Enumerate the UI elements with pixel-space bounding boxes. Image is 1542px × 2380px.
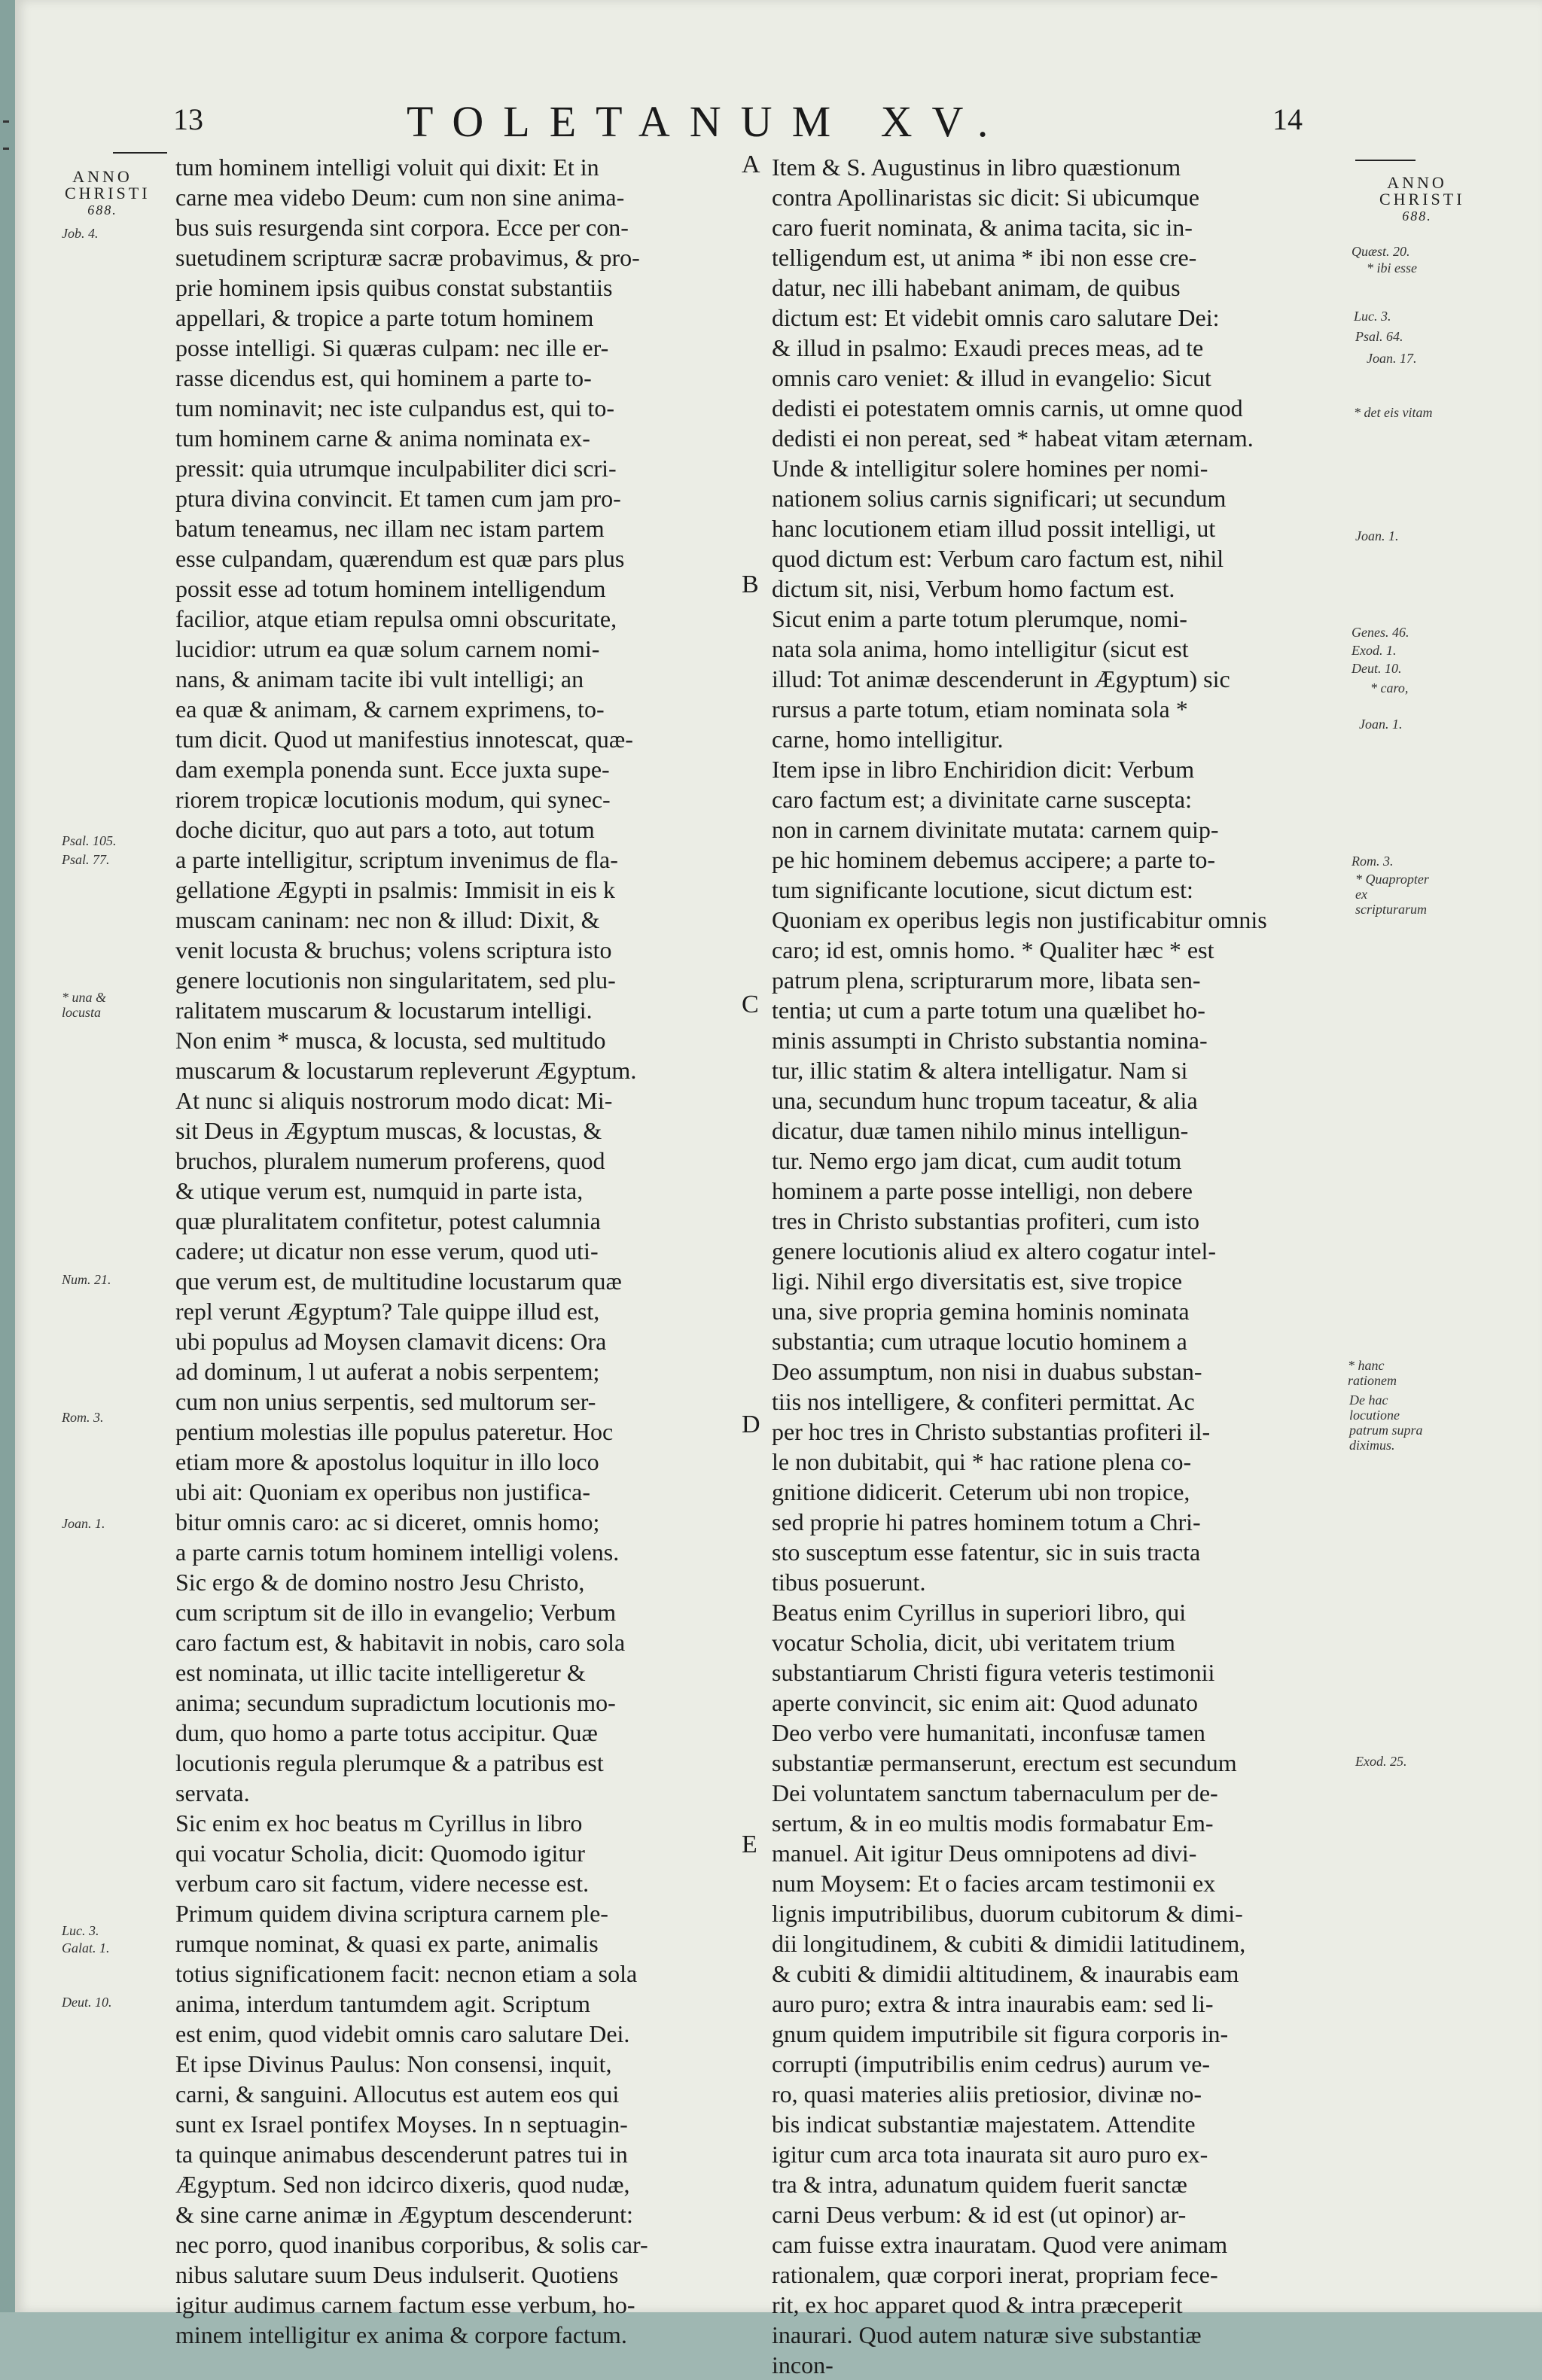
- margin-note: Job. 4.: [62, 226, 99, 241]
- text-line: dam exempla ponenda sunt. Ecce juxta supe-: [175, 756, 610, 783]
- text-line: vocatur Scholia, dicit, ubi veritatem trium: [772, 1629, 1175, 1656]
- text-line: est enim, quod videbit omnis caro salutare Dei.: [175, 2020, 630, 2047]
- text-line: genere locutionis aliud ex altero cogatur intel-: [772, 1237, 1216, 1265]
- text-line: cum non unius serpentis, sed multorum ser-: [175, 1388, 596, 1415]
- text-line: dictum sit, nisi, Verbum homo factum est.: [772, 575, 1175, 602]
- book-page: [15, 0, 1542, 2378]
- text-line: patrum plena, scripturarum more, libata sen-: [772, 966, 1201, 994]
- text-line: incon-: [772, 2351, 833, 2378]
- text-line: Ægyptum. Sed non idcirco dixeris, quod nudæ,: [175, 2171, 630, 2198]
- text-line: nec porro, quod inanibus corporibus, & solis car-: [175, 2231, 648, 2258]
- text-line: Et ipse Divinus Paulus: Non consensi, inquit,: [175, 2050, 612, 2077]
- anno-year: 688.: [1402, 208, 1432, 224]
- text-line: pressit: quia utrumque inculpabiliter dici scri-: [175, 455, 617, 482]
- text-line: carni Deus verbum: & id est (ut opinor) ar-: [772, 2201, 1187, 2228]
- text-line: igitur cum arca tota inaurata sit auro puro ex-: [772, 2141, 1208, 2168]
- text-line: sto susceptum esse fatentur, sic in suis tracta: [772, 1538, 1201, 1566]
- text-line: tum dicit. Quod ut manifestius innotescat, quæ-: [175, 726, 633, 753]
- text-line: rursus a parte totum, etiam nominata sola *: [772, 695, 1188, 723]
- text-line: tur. Nemo ergo jam dicat, cum audit totum: [772, 1147, 1182, 1174]
- section-letter: B: [742, 571, 759, 598]
- text-line: ea quæ & animam, & carnem exprimens, to-: [175, 695, 605, 723]
- text-line: rasse dicendus est, qui hominem a parte to-: [175, 364, 592, 391]
- text-line: ta quinque animabus descenderunt patres tui in: [175, 2141, 628, 2168]
- margin-note: * una & locusta: [62, 990, 107, 1020]
- text-line: carne, homo intelligitur.: [772, 726, 1004, 753]
- text-line: bis indicat substantiæ majestatem. Attendite: [772, 2111, 1196, 2138]
- text-line: dedisti ei non pereat, sed * habeat vitam æternam.: [772, 425, 1254, 452]
- text-line: Quoniam ex operibus legis non justificabitur omnis: [772, 906, 1267, 933]
- text-line: pentium molestias ille populus pateretur. Hoc: [175, 1418, 614, 1445]
- text-line: tum hominem intelligi voluit qui dixit: Et in: [175, 154, 599, 181]
- text-line: ubi ait: Quoniam ex operibus non justifica-: [175, 1478, 590, 1505]
- text-line: telligendum est, ut anima * ibi non esse cre-: [772, 244, 1197, 271]
- christi-label: CHRISTI: [65, 184, 151, 202]
- text-line: est nominata, ut illic tacite intelligeretur &: [175, 1659, 586, 1686]
- text-line: tum hominem carne & anima nominata ex-: [175, 425, 590, 452]
- margin-note: Galat. 1.: [62, 1940, 110, 1955]
- text-line: rationalem, quæ corpori inerat, propriam fece-: [772, 2261, 1218, 2288]
- text-line: pe hic hominem debemus accipere; a parte to-: [772, 846, 1216, 873]
- text-line: & utique verum est, numquid in parte ista,: [175, 1177, 584, 1204]
- margin-note: Psal. 64.: [1355, 329, 1403, 344]
- text-line: ad dominum, l ut auferat a nobis serpentem;: [175, 1358, 600, 1385]
- section-letter: E: [742, 1831, 757, 1858]
- text-line: Unde & intelligitur solere homines per nomi-: [772, 455, 1208, 482]
- text-line: rumque nominat, & quasi ex parte, animalis: [175, 1930, 599, 1957]
- text-line: anima; secundum supradictum locutionis mo-: [175, 1689, 616, 1716]
- text-line: & cubiti & dimidii altitudinem, & inaurabis eam: [772, 1960, 1239, 1987]
- text-line: tibus posuerunt.: [772, 1569, 926, 1596]
- text-line: Sic ergo & de domino nostro Jesu Christo,: [175, 1569, 585, 1596]
- text-line: carni, & sanguini. Allocutus est autem eos qui: [175, 2080, 620, 2108]
- text-line: nans, & animam tacite ibi vult intelligi; an: [175, 665, 584, 692]
- anno-label: ANNO: [1387, 173, 1447, 192]
- text-line: sit Deus in Ægyptum muscas, & locustas, &: [175, 1117, 602, 1144]
- text-line: repl verunt Ægyptum? Tale quippe illud est,: [175, 1298, 600, 1325]
- margin-note: Genes. 46.: [1352, 625, 1409, 640]
- page-number-right: 14: [1272, 102, 1303, 136]
- text-line: muscam caninam: nec non & illud: Dixit, &: [175, 906, 600, 933]
- margin-note: Deut. 10.: [62, 1995, 112, 2010]
- text-line: nationem solius carnis significari; ut secundum: [772, 485, 1227, 512]
- text-line: cadere; ut dicatur non esse verum, quod uti-: [175, 1237, 599, 1265]
- text-line: non in carnem divinitate mutata: carnem quip-: [772, 816, 1219, 843]
- margin-note: Quæst. 20.: [1352, 244, 1410, 259]
- text-line: At nunc si aliquis nostrorum modo dicat: Mi-: [175, 1087, 613, 1114]
- text-line: genere locutionis non singularitatem, sed plu-: [175, 966, 616, 994]
- text-line: muscarum & locustarum repleverunt Ægyptum.: [175, 1057, 637, 1084]
- text-line: appellari, & tropice a parte totum hominem: [175, 304, 594, 331]
- text-line: etiam more & apostolus loquitur in illo loco: [175, 1448, 599, 1475]
- text-line: Item & S. Augustinus in libro quæstionum: [772, 154, 1181, 181]
- right-text-column: [772, 152, 1348, 2380]
- anno-rule-right: [1355, 160, 1416, 161]
- margin-note: Joan. 1.: [1359, 717, 1403, 732]
- christi-label: CHRISTI: [1379, 190, 1465, 208]
- text-line: totius significationem facit: necnon etiam a sola: [175, 1960, 638, 1987]
- text-line: caro fuerit nominata, & anima tacita, sic in-: [772, 214, 1193, 241]
- text-line: anima, interdum tantumdem agit. Scriptum: [175, 1990, 590, 2017]
- margin-note: Joan. 17.: [1367, 351, 1417, 366]
- section-letter: A: [742, 151, 760, 178]
- text-line: contra Apollinaristas sic dicit: Si ubicumque: [772, 184, 1199, 211]
- text-line: sertum, & in eo multis modis formabatur Em-: [772, 1809, 1214, 1837]
- anno-rule-left: [113, 152, 167, 154]
- text-line: riorem tropicæ locutionis modum, qui synec-: [175, 786, 611, 813]
- text-line: cam fuisse extra inauratam. Quod vere animam: [772, 2231, 1228, 2258]
- text-line: aperte convincit, sic enim ait: Quod adunato: [772, 1689, 1199, 1716]
- text-line: nibus salutare suum Deus indulserit. Quotiens: [175, 2261, 619, 2288]
- text-line: caro factum est, & habitavit in nobis, caro sola: [175, 1629, 626, 1656]
- text-line: verbum caro sit factum, videre necesse est.: [175, 1870, 590, 1897]
- text-line: tum nominavit; nec iste culpandus est, qui to-: [175, 394, 615, 422]
- text-line: auro puro; extra & intra inaurabis eam: sed li-: [772, 1990, 1214, 2017]
- text-line: una, sive propria gemina hominis nominata: [772, 1298, 1190, 1325]
- text-line: bus suis resurgenda sint corpora. Ecce per con-: [175, 214, 629, 241]
- margin-note: Rom. 3.: [62, 1410, 104, 1425]
- text-line: corrupti (imputribilis enim cedrus) aurum ve-: [772, 2050, 1211, 2077]
- text-line: gnitione didicerit. Ceterum ubi non tropice,: [772, 1478, 1190, 1505]
- margin-note: De hac locutione patrum supra diximus.: [1349, 1392, 1423, 1453]
- text-line: bruchos, pluralem numerum proferens, quod: [175, 1147, 605, 1174]
- text-line: a parte intelligitur, scriptum invenimus de fla-: [175, 846, 618, 873]
- text-line: hominem a parte posse intelligi, non debere: [772, 1177, 1193, 1204]
- text-line: quæ pluralitatem confitetur, potest calumnia: [175, 1207, 601, 1234]
- text-line: datur, nec illi habebant animam, de quibus: [772, 274, 1181, 301]
- text-line: lucidior: utrum ea quæ solum carnem nomi-: [175, 635, 600, 662]
- text-line: Sicut enim a parte totum plerumque, nomi-: [772, 605, 1187, 632]
- text-line: sed proprie hi patres hominem totum a Chri-: [772, 1508, 1201, 1535]
- margin-note: * Quapropter ex scripturarum: [1355, 872, 1429, 917]
- text-line: possit esse ad totum hominem intelligendum: [175, 575, 606, 602]
- margin-note: Num. 21.: [62, 1272, 111, 1287]
- text-line: illud: Tot animæ descenderunt in Ægyptum) sic: [772, 665, 1230, 692]
- text-line: caro; id est, omnis homo. * Qualiter hæc * est: [772, 936, 1214, 963]
- anno-label: ANNO: [72, 167, 133, 186]
- text-line: inaurari. Quod autem naturæ sive substantiæ: [772, 2321, 1202, 2348]
- text-line: dictum est: Et videbit omnis caro salutare Dei:: [772, 304, 1220, 331]
- text-line: ro, quasi materies aliis pretiosior, divinæ no-: [772, 2080, 1202, 2108]
- anno-christi-left: [65, 167, 151, 218]
- margin-note: Exod. 1.: [1352, 643, 1397, 658]
- text-line: gnum quidem imputribile sit figura corporis in-: [772, 2020, 1229, 2047]
- text-line: cum scriptum sit de illo in evangelio; Verbum: [175, 1599, 617, 1626]
- text-line: ptura divina convincit. Et tamen cum jam pro-: [175, 485, 621, 512]
- text-line: Beatus enim Cyrillus in superiori libro, qui: [772, 1599, 1187, 1626]
- text-line: Item ipse in libro Enchiridion dicit: Verbum: [772, 756, 1195, 783]
- text-line: facilior, atque etiam repulsa omni obscuritate,: [175, 605, 617, 632]
- text-line: quod dictum est: Verbum caro factum est, nihil: [772, 545, 1224, 572]
- text-line: tur, illic statim & altera intelligatur. Nam si: [772, 1057, 1188, 1084]
- text-line: ubi populus ad Moysen clamavit dicens: Ora: [175, 1328, 607, 1355]
- text-line: qui vocatur Scholia, dicit: Quomodo igitur: [175, 1840, 585, 1867]
- text-line: tra & intra, adunatum quidem fuerit sanctæ: [772, 2171, 1187, 2198]
- text-line: dum, quo homo a parte totus accipitur. Quæ: [175, 1719, 598, 1746]
- text-line: igitur audimus carnem factum esse verbum, ho-: [175, 2291, 635, 2318]
- section-letter: D: [742, 1411, 760, 1438]
- text-line: gellatione Ægypti in psalmis: Immisit in eis k: [175, 876, 615, 903]
- text-line: substantiarum Christi figura veteris testimonii: [772, 1659, 1215, 1686]
- text-line: Non enim * musca, & locusta, sed multitudo: [175, 1027, 606, 1054]
- text-line: manuel. Ait igitur Deus omnipotens ad divi-: [772, 1840, 1197, 1867]
- text-line: minis assumpti in Christo substantia nomina-: [772, 1027, 1208, 1054]
- text-line: posse intelligi. Si quæras culpam: nec ille er-: [175, 334, 609, 361]
- margin-note: Psal. 77.: [62, 852, 110, 867]
- margin-note: * caro,: [1370, 680, 1409, 695]
- spine-mark: [3, 120, 9, 123]
- text-line: dedisti ei potestatem omnis carnis, ut omne quod: [772, 394, 1243, 422]
- anno-year: 688.: [87, 202, 117, 218]
- text-line: substantia; cum utraque locutio hominem a: [772, 1328, 1187, 1355]
- text-line: Sic enim ex hoc beatus m Cyrillus in libro: [175, 1809, 583, 1837]
- margin-note: Luc. 3.: [1354, 309, 1391, 324]
- text-line: batum teneamus, nec illam nec istam partem: [175, 515, 605, 542]
- running-title: TOLETANUM XV.: [407, 97, 1008, 146]
- anno-christi-right: [1379, 173, 1465, 224]
- margin-note: Joan. 1.: [1355, 528, 1399, 543]
- text-line: lignis imputribilibus, duorum cubitorum & dimi-: [772, 1900, 1243, 1927]
- text-line: le non dubitabit, qui * hac ratione plena co-: [772, 1448, 1192, 1475]
- text-line: venit locusta & bruchus; volens scriptura isto: [175, 936, 612, 963]
- left-text-column: [175, 152, 742, 2350]
- text-line: hanc locutionem etiam illud possit intelligi, ut: [772, 515, 1216, 542]
- margin-note: Luc. 3.: [62, 1923, 99, 1938]
- text-line: a parte carnis totum hominem intelligi volens.: [175, 1538, 620, 1566]
- text-line: tiis nos intelligere, & confiteri permittat. Ac: [772, 1388, 1195, 1415]
- text-line: & illud in psalmo: Exaudi preces meas, ad te: [772, 334, 1204, 361]
- text-line: Dei voluntatem sanctum tabernaculum per de-: [772, 1779, 1218, 1806]
- text-line: omnis caro veniet: & illud in evangelio: Sicut: [772, 364, 1211, 391]
- section-letter: C: [742, 991, 759, 1018]
- text-line: bitur omnis caro: ac si diceret, omnis homo;: [175, 1508, 600, 1535]
- book-spine: [0, 0, 15, 2312]
- text-line: Deo assumptum, non nisi in duabus substan-: [772, 1358, 1202, 1385]
- text-line: nata sola anima, homo intelligitur (sicut est: [772, 635, 1189, 662]
- page-number-left: 13: [173, 102, 203, 136]
- margin-note: * hanc rationem: [1348, 1358, 1397, 1388]
- text-line: rit, ex hoc apparet quod & intra præceperit: [772, 2291, 1183, 2318]
- text-line: doche dicitur, quo aut pars a toto, aut totum: [175, 816, 595, 843]
- text-line: prie hominem ipsis quibus constat substantiis: [175, 274, 613, 301]
- text-line: tum significante locutione, sicut dictum est:: [772, 876, 1193, 903]
- margin-note: Deut. 10.: [1352, 661, 1402, 676]
- margin-note: Exod. 25.: [1355, 1754, 1407, 1769]
- margin-note: Rom. 3.: [1352, 854, 1394, 869]
- text-line: ralitatem muscarum & locustarum intelligi.: [175, 997, 593, 1024]
- margin-note: * ibi esse: [1367, 260, 1417, 275]
- text-line: esse culpandam, quærendum est quæ pars plus: [175, 545, 625, 572]
- text-line: suetudinem scripturæ sacræ probavimus, & pro-: [175, 244, 640, 271]
- text-line: servata.: [175, 1779, 250, 1806]
- text-line: que verum est, de multitudine locustarum quæ: [175, 1268, 622, 1295]
- text-line: minem intelligitur ex anima & corpore factum.: [175, 2321, 627, 2348]
- text-line: dii longitudinem, & cubiti & dimidii latitudinem,: [772, 1930, 1246, 1957]
- spine-mark: [3, 148, 9, 150]
- margin-note: Psal. 105.: [62, 833, 117, 848]
- text-line: num Moysem: Et o facies arcam testimonii ex: [772, 1870, 1216, 1897]
- margin-note: * det eis vitam: [1354, 405, 1433, 420]
- text-line: substantiæ permanserunt, erectum est secundum: [772, 1749, 1237, 1776]
- text-line: Primum quidem divina scriptura carnem ple-: [175, 1900, 608, 1927]
- text-line: tres in Christo substantias profiteri, cum isto: [772, 1207, 1199, 1234]
- text-line: una, secundum hunc tropum taceatur, & alia: [772, 1087, 1198, 1114]
- text-line: Deo verbo vere humanitati, inconfusæ tamen: [772, 1719, 1205, 1746]
- text-line: caro factum est; a divinitate carne suscepta:: [772, 786, 1192, 813]
- text-line: & sine carne animæ in Ægyptum descenderunt:: [175, 2201, 633, 2228]
- text-line: ligi. Nihil ergo diversitatis est, sive tropice: [772, 1268, 1183, 1295]
- text-line: dicatur, duæ tamen nihilo minus intelligun-: [772, 1117, 1189, 1144]
- margin-note: Joan. 1.: [62, 1516, 105, 1531]
- text-line: tentia; ut cum a parte totum una quælibet ho-: [772, 997, 1205, 1024]
- text-line: sunt ex Israel pontifex Moyses. In n septuagin-: [175, 2111, 628, 2138]
- text-line: locutionis regula plerumque & a patribus est: [175, 1749, 604, 1776]
- text-line: per hoc tres in Christo substantias profiteri il-: [772, 1418, 1211, 1445]
- text-line: carne mea videbo Deum: cum non sine anima-: [175, 184, 625, 211]
